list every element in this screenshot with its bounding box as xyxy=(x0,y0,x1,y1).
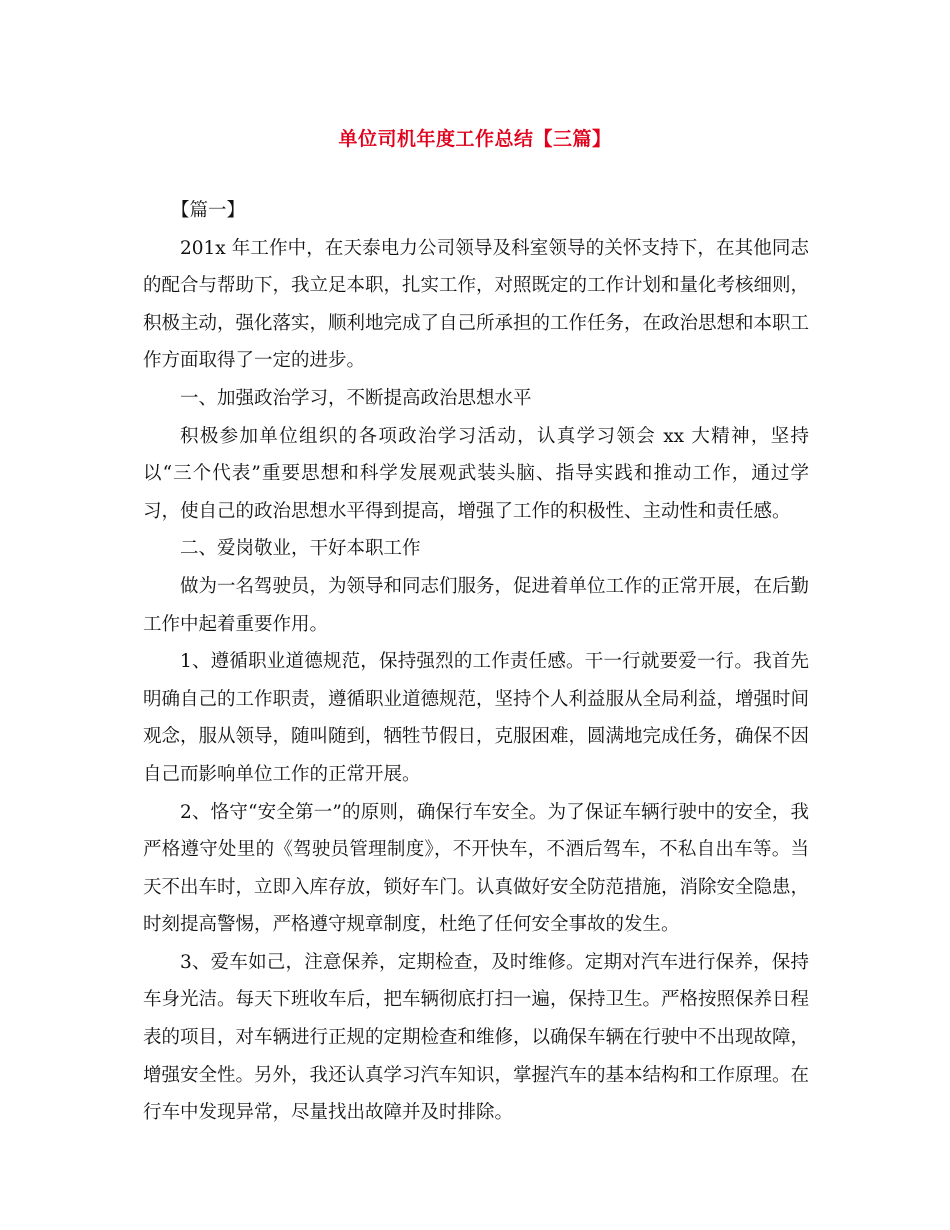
item-1-paragraph: 1、遵循职业道德规范，保持强烈的工作责任感。干一行就要爱一行。我首先明确自己的工作职责，遵循职业道德规范，坚持个人利益服从全局利益，增强时间观念，服从领导，随叫随到，牺牲节假日，克服困难，圆满地完成任务，确保不因自己而影响单位工作的正常开展。 xyxy=(143,651,810,785)
section-heading-part-one: 【篇一】 xyxy=(171,200,246,221)
document-title: 单位司机年度工作总结【三篇】 xyxy=(338,128,612,150)
item-3-paragraph: 3、爱车如己，注意保养，定期检查，及时维修。定期对汽车进行保养，保持车身光洁。每天下班收车后，把车辆彻底打扫一遍，保持卫生。严格按照保养日程表的项目，对车辆进行正规的定期检查和维修，以确保车辆在行驶中不出现故障，增强安全性。另外，我还认真学习汽车知识，掌握汽车的基本结构和工作原理。在行车中发现异常，尽量找出故障并及时排除。 xyxy=(143,951,810,1124)
item-2-paragraph: 2、恪守“安全第一”的原则，确保行车安全。为了保证车辆行驶中的安全，我严格遵守处里的《驾驶员管理制度》，不开快车，不酒后驾车，不私自出车等。当天不出车时，立即入库存放，锁好车门。认真做好安全防范措施，消除安全隐患，时刻提高警惕，严格遵守规章制度，杜绝了任何安全事故的发生。 xyxy=(143,801,810,936)
intro-paragraph: 201x 年工作中，在天泰电力公司领导及科室领导的关怀支持下，在其他同志的配合与帮助下，我立足本职，扎实工作，对照既定的工作计划和量化考核细则，积极主动，强化落实，顺利地完成了自己所承担的工作任务，在政治思想和本职工作方面取得了一定的进步。 xyxy=(143,237,810,372)
section-heading-political-study: 一、加强政治学习，不断提高政治思想水平 xyxy=(180,387,532,409)
document-body xyxy=(143,192,809,1132)
political-study-paragraph: 积极参加单位组织的各项政治学习活动，认真学习领会 xx 大精神，坚持以“三个代表”重要思想和科学发展观武装头脑、指导实践和推动工作，通过学习，使自己的政治思想水平得到提高，增强了工作的积极性、主动性和责任感。 xyxy=(143,425,809,522)
section-heading-dedication: 二、爱岗敬业，干好本职工作 xyxy=(180,538,421,560)
driver-role-paragraph: 做为一名驾驶员，为领导和同志们服务，促进着单位工作的正常开展，在后勤工作中起着重要作用。 xyxy=(143,575,810,635)
